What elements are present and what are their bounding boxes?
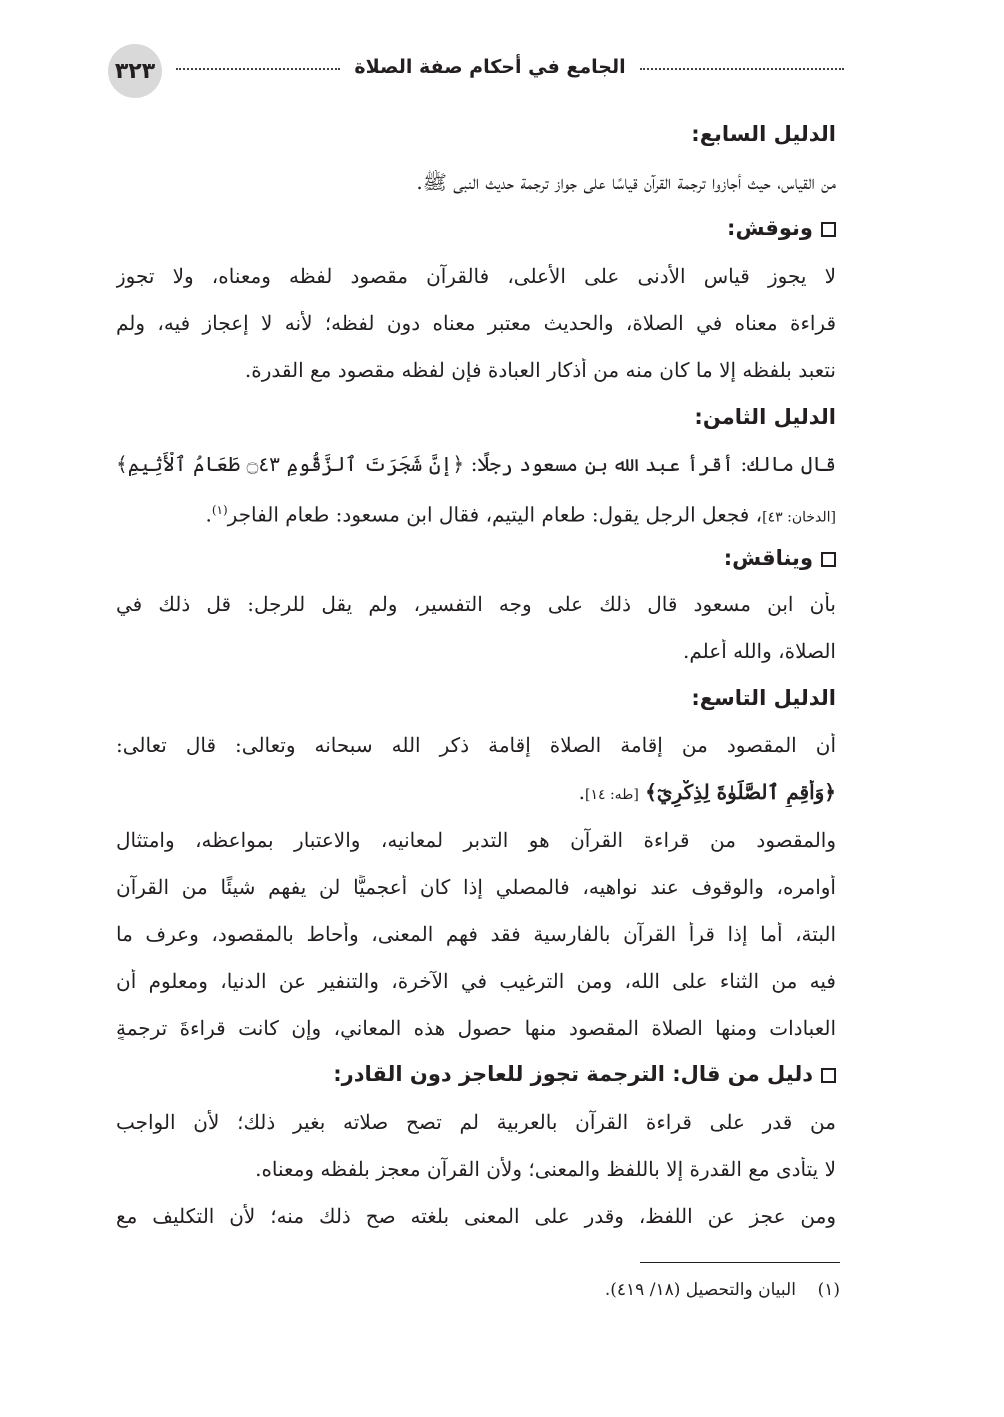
discussion-heading-text: ويناقش:	[723, 546, 813, 570]
discussion-heading	[116, 216, 836, 240]
section-heading	[116, 122, 836, 146]
paragraph-text: بأن ابن مسعود قال ذلك على وجه التفسير، ولم يقل للرجل: قل ذلك في	[116, 592, 836, 616]
paragraph-line	[116, 498, 836, 530]
paragraph-line	[116, 922, 836, 946]
paragraph-line	[116, 452, 836, 476]
surah-citation: [طه: ١٤]	[585, 787, 639, 803]
paragraph-line	[116, 311, 836, 335]
footnote-reference[interactable]: (١)	[211, 503, 228, 517]
paragraph-text: والمقصود من قراءة القرآن هو التدبر لمعانيه، والاعتبار بمواعظه، وامتثال	[116, 828, 836, 852]
running-header-title: الجامع في أحكام صفة الصلاة	[354, 56, 626, 78]
footnote-number: (١)	[817, 1280, 840, 1300]
paragraph-text: قراءة معناه في الصلاة، والحديث معتبر معناه دون لفظه؛ لأنه لا إعجاز فيه، ولم	[116, 311, 836, 335]
paragraph-line	[116, 170, 836, 194]
paragraph-text: لا يتأدى مع القدرة إلا باللفظ والمعنى؛ ولأن القرآن معجز بلفظه ومعناه.	[255, 1157, 836, 1181]
quran-verse: ﴿وَأَقِمِ ٱلصَّلَوٰةَ لِذِكْرِيٓ﴾	[645, 780, 836, 804]
sentence-end: .	[578, 780, 585, 804]
paragraph-text: الصلاة، والله أعلم.	[682, 639, 836, 663]
paragraph-line	[116, 733, 836, 757]
discussion-heading	[116, 1062, 836, 1086]
paragraph-line	[116, 875, 836, 899]
footnote-text: البيان والتحصيل (١٨/ ٤١٩).	[604, 1280, 796, 1300]
paragraph-line	[116, 358, 836, 382]
paragraph-line	[116, 1110, 836, 1134]
section-heading-text: الدليل السابع:	[691, 122, 836, 146]
surah-citation: [الدخان: ٤٣]	[762, 509, 836, 526]
section-heading	[116, 686, 836, 710]
square-bullet-icon	[821, 222, 836, 237]
paragraph-line	[116, 1157, 836, 1181]
paragraph-text: ومن عجز عن اللفظ، وقدر على المعنى بلغته صح ذلك منه؛ لأن التكليف مع	[116, 1204, 836, 1228]
discussion-heading	[116, 546, 836, 570]
square-bullet-icon	[821, 552, 836, 567]
paragraph-text: من قدر على قراءة القرآن بالعربية لم تصح صلاته بغير ذلك؛ لأن الواجب	[116, 1110, 836, 1134]
paragraph-text: العبادات ومنها الصلاة المقصود منها حصول هذه المعاني، وإن كانت قراءةَ ترجمةٍ	[116, 1016, 836, 1040]
paragraph-text: ، فجعل الرجل يقول: طعام اليتيم، فقال ابن مسعود: طعام الفاجر	[227, 502, 763, 527]
paragraph-text: أن المقصود من إقامة الصلاة إقامة ذكر الله سبحانه وتعالى: قال تعالى:	[116, 733, 836, 757]
discussion-heading-text: ونوقش:	[727, 216, 813, 240]
paragraph-text: نتعبد بلفظه إلا ما كان منه من أذكار العبادة فإن لفظه مقصود مع القدرة.	[244, 358, 836, 382]
paragraph-line	[116, 780, 836, 807]
section-heading-text: الدليل الثامن:	[694, 405, 836, 429]
sentence-end: .	[205, 502, 212, 527]
paragraph-line	[116, 264, 836, 288]
paragraph-line	[116, 592, 836, 616]
paragraph-line	[116, 639, 836, 663]
square-bullet-icon	[821, 1068, 836, 1083]
page-number: ٣٢٣	[108, 44, 162, 98]
header-dotted-rule-right	[640, 68, 844, 70]
paragraph-text: قال مالك: أقرأ عبد الله بن مسعود رجلًا: ﴿إِنَّ شَجَرَتَ ٱلزَّقُّومِ ۝٤٣ طَعَامُ ٱلْأَثِيمِ﴾	[116, 452, 836, 476]
paragraph-text: لا يجوز قياس الأدنى على الأعلى، فالقرآن مقصود لفظه ومعناه، ولا تجوز	[116, 264, 836, 288]
footnote-separator	[640, 1262, 840, 1263]
paragraph-text: البتة، أما إذا قرأ القرآن بالفارسية فقد فهم المعنى، وأحاط بالمقصود، وعرف ما	[116, 922, 836, 946]
paragraph-text: أوامره، والوقوف عند نواهيه، فالمصلي إذا كان أعجميًّا لن يفهم شيئًا من القرآن	[116, 875, 836, 899]
footnote	[300, 1280, 840, 1300]
discussion-heading-text: دليل من قال: الترجمة تجوز للعاجز دون القادر:	[333, 1062, 813, 1086]
paragraph-line	[116, 1204, 836, 1228]
paragraph-text: من القياس، حيث أجازوا ترجمة القرآن قياسًا على جواز ترجمة حديث النبي ﷺ.	[416, 170, 836, 194]
paragraph-line	[116, 828, 836, 852]
paragraph-line	[116, 969, 836, 993]
header-dotted-rule-left	[176, 68, 340, 70]
paragraph-text: فيه من الثناء على الله، ومن الترغيب في الآخرة، والتنفير عن الدنيا، ومعلوم أن	[116, 969, 836, 993]
section-heading-text: الدليل التاسع:	[691, 686, 836, 710]
paragraph-line	[116, 1016, 836, 1040]
section-heading	[116, 405, 836, 429]
